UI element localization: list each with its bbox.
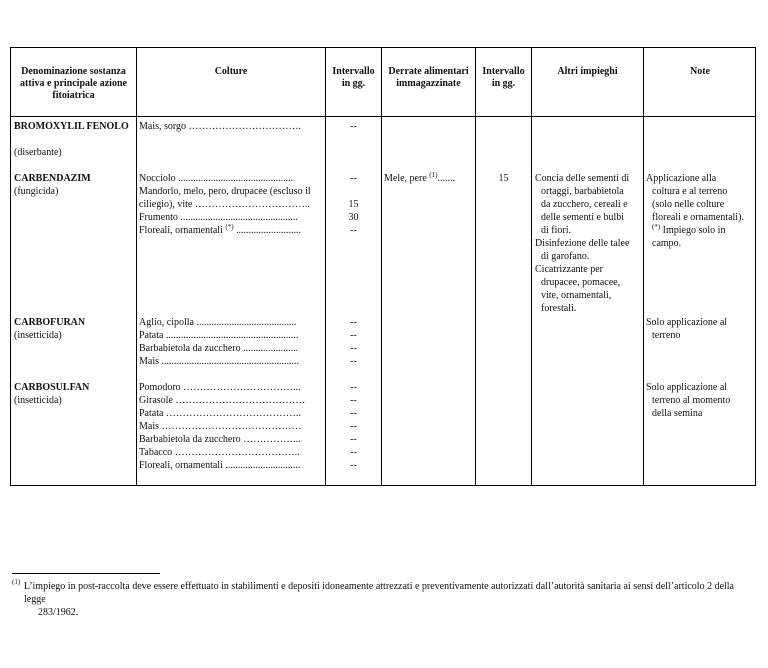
substance-action: (insetticida) [14,395,62,406]
note-line: terreno al momento [652,395,731,406]
crop-item: Mais …………………………………… [139,421,302,432]
crop-item: Pomodoro ……………………………... [139,382,301,393]
interval-value: -- [350,460,357,471]
interval-value: -- [350,330,357,341]
interval-value: -- [350,434,357,445]
note-line: floreali e ornamentali). [652,212,744,223]
other-use-line: da zucchero, cereali e [541,199,628,210]
crop-item: Mais ....................................................... [139,356,299,367]
substance-name: BROMOXYLIL FENOLO [14,121,129,132]
interval-value: -- [350,382,357,393]
interval-value: -- [350,225,357,236]
crop-item: Nocciolo .............................................. [139,173,294,184]
interval-value: -- [350,447,357,458]
other-use-line: di fiori. [541,225,571,236]
footnote-text-cont: 283/1962. [38,607,79,618]
other-use-line: Concia delle sementi di [535,173,630,184]
header-divider [11,116,755,117]
header-substance: Denominazione sostanza attiva e principale azione fitoiatrica [20,66,127,101]
header-interval-2: Intervallo in gg. [482,66,525,89]
stored-food-item: Mele, pere $^{(1)}$....... [384,171,455,184]
other-use-line: drupacee, pomacee, [541,277,621,288]
crop-item: Barbabietola da zucchero ……………... [139,434,301,445]
other-use-line: forestali. [541,303,577,314]
substance-action: (fungicida) [14,186,59,197]
crop-item: Frumento ............................................... [139,212,298,223]
substance-action: (diserbante) [14,147,62,158]
note-line: terreno [652,330,681,341]
col-divider [381,48,382,485]
interval-value: -- [350,317,357,328]
other-use-line: ortaggi, barbabietola [541,186,624,197]
interval-value: -- [350,395,357,406]
interval-value: 15 [348,199,359,210]
interval-value: -- [350,421,357,432]
interval-value: -- [350,356,357,367]
header-crops: Colture [214,66,248,77]
col-divider [531,48,532,485]
interval-value: 30 [348,212,359,223]
crop-item: Floreali, ornamentali .............................. [139,460,301,471]
crop-item: Barbabietola da zucchero ...................... [139,343,299,354]
note-line: della semina [652,408,703,419]
footnote-text: L’impiego in post-raccolta deve essere effettuato in stabilimenti e depositi idoneamente attrezzati e preventivamente autorizzati dall’autorità sanitaria ai sensi dell’articolo 2 della legge [24,581,734,605]
crop-item: Tabacco ……………………………….. [139,447,300,458]
crop-item: ciliegio), vite …………………………….. [139,199,310,210]
note-line: Applicazione alla [646,173,717,184]
crop-item: Aglio, cipolla ........................................ [139,317,297,328]
note-line: (*) Impiego solo in [652,223,726,236]
note-line: Solo applicazione al [646,382,728,393]
footnote: (1) L’impiego in post-raccolta deve essere effettuato in stabilimenti e depositi idoneamente attrezzati e preventivamente autorizzati dall’autorità sanitaria ai sensi dell’articolo 2 della legge 283/1962. [24,580,754,619]
crop-item: Girasole ………………………………… [139,395,306,406]
crop-item: Floreali, ornamentali (*) .......................... [139,223,302,236]
crop-item: Mandorlo, melo, pero, drupacee (escluso il [139,186,311,197]
col-divider [643,48,644,485]
note-line: coltura e al terreno [652,186,728,197]
stored-interval: 15 [498,173,509,184]
crop-item: Patata ..................................................... [139,330,299,341]
header-notes: Note [690,66,710,77]
pesticide-table [10,47,756,486]
other-use-line: Cicatrizzante per [535,264,604,275]
note-line: Solo applicazione al [646,317,728,328]
col-divider [136,48,137,485]
header-other-uses: Altri impieghi [557,66,618,77]
interval-value: -- [350,408,357,419]
substance-action: (insetticida) [14,330,62,341]
substance-name: CARBOFURAN [14,317,86,328]
header-interval: Intervallo in gg. [332,66,375,89]
col-divider [475,48,476,485]
interval-value: -- [350,173,357,184]
other-use-line: vite, ornamentali, [541,290,612,301]
other-use-line: di garofano. [541,251,590,262]
interval-value: -- [350,343,357,354]
footnote-separator [12,573,160,574]
note-line: campo. [652,238,682,249]
header-stored-food: Derrate alimentari immagazzinate [388,66,469,89]
crop-item: Mais, sorgo ……………………………. [139,121,302,132]
note-line: (solo nelle colture [652,199,725,210]
crop-item: Patata ………………………………….. [139,408,301,419]
interval-value: -- [350,121,357,132]
substance-name: CARBOSULFAN [14,382,90,393]
other-use-line: delle sementi e bulbi [541,212,625,223]
substance-name: CARBENDAZIM [14,173,91,184]
other-use-line: Disinfezione delle talee [535,238,630,249]
